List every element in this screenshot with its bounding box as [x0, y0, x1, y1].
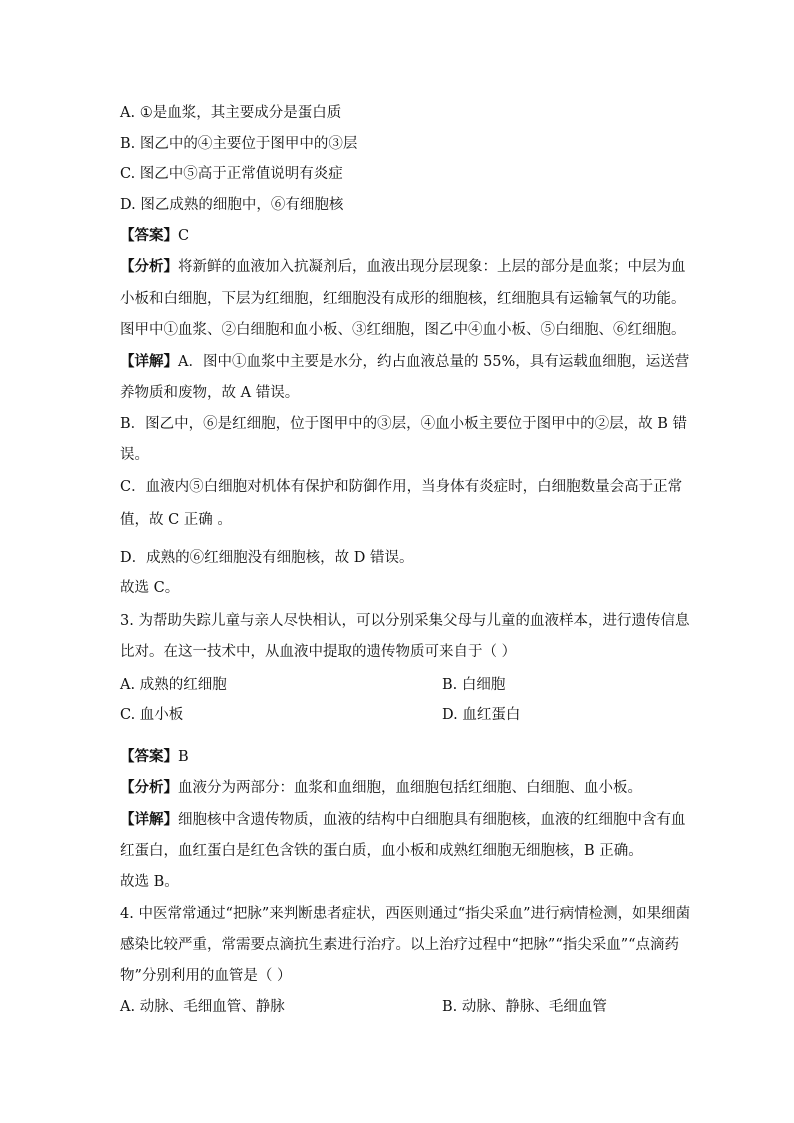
q2-analysis-line-1	[120, 257, 686, 277]
answer-tag: 【答案】	[120, 227, 178, 244]
q4-stem-line-1: 4. 中医常常通过“把脉”来判断患者症状，西医则通过“指尖采血”进行病情检测，如果细菌	[120, 906, 691, 922]
q2-option-b: B. 图乙中的④主要位于图甲中的③层	[120, 136, 358, 152]
q4-option-b: B. 动脉、静脉、毛细血管	[442, 999, 607, 1015]
q2-analysis-line-3: 图甲中①血浆、②白细胞和血小板、③红细胞，图乙中④血小板、⑤白细胞、⑥红细胞。	[120, 322, 686, 338]
analysis-tag: 【分析】	[120, 258, 178, 275]
q3-option-d: D. 血红蛋白	[442, 707, 521, 723]
q4-stem-line-2: 感染比较严重，常需要点滴抗生素进行治疗。以上治疗过程中“把脉”“指尖采血”“点滴药	[120, 937, 680, 953]
q2-detail-d: D．成熟的⑥红细胞没有细胞核，故 D 错误。	[120, 550, 414, 566]
q2-detail-b-1: B．图乙中，⑥是红细胞，位于图甲中的③层，④血小板主要位于图甲中的②层，故 B 错	[120, 416, 688, 432]
q3-option-c: C. 血小板	[120, 707, 184, 723]
detail-text: 细胞核中含遗传物质，血液的结构中白细胞具有细胞核，血液的红细胞中含有血	[178, 812, 686, 828]
detail-tag: 【详解】	[120, 353, 178, 370]
q2-detail-b-2: 误。	[120, 447, 149, 463]
q2-detail-line-2: 养物质和废物，故 A 错误。	[120, 385, 300, 401]
answer-value: C	[178, 228, 190, 244]
q2-detail-c-2: 值，故 C 正确 。	[120, 512, 232, 528]
q2-option-a: A. ①是血浆，其主要成分是蛋白质	[120, 105, 342, 121]
detail-tag: 【详解】	[120, 811, 178, 828]
q3-choose: 故选 B。	[120, 874, 179, 890]
q3-answer	[120, 747, 189, 767]
q2-analysis-line-2: 小板和白细胞，下层为红细胞，红细胞没有成形的细胞核，红细胞具有运输氧气的功能。	[120, 291, 686, 307]
q2-choose: 故选 C。	[120, 580, 180, 596]
q3-stem-line-1: 3. 为帮助失踪儿童与亲人尽快相认，可以分别采集父母与儿童的血液样本，进行遗传信息	[120, 613, 690, 629]
q3-option-a: A. 成熟的红细胞	[120, 677, 227, 693]
analysis-text: 将新鲜的血液加入抗凝剂后，血液出现分层现象：上层的部分是血浆；中层为血	[178, 259, 686, 275]
q3-detail-line-1	[120, 810, 686, 830]
detail-text: A．图中①血浆中主要是水分，约占血液总量的 55%，具有运载血细胞，运送营	[178, 354, 690, 370]
analysis-tag: 【分析】	[120, 779, 178, 796]
q2-option-d: D. 图乙成熟的细胞中，⑥有细胞核	[120, 197, 344, 213]
q2-detail-c-1: C．血液内⑤白细胞对机体有保护和防御作用，当身体有炎症时，白细胞数量会高于正常	[120, 479, 683, 495]
answer-tag: 【答案】	[120, 748, 178, 765]
answer-value: B	[178, 749, 189, 765]
q2-detail-line-1	[120, 352, 689, 372]
q4-stem-line-3: 物”分别利用的血管是（ ）	[120, 968, 292, 984]
q3-option-b: B. 白细胞	[442, 677, 506, 693]
q3-stem-line-2: 比对。在这一技术中，从血液中提取的遗传物质可来自于（ ）	[120, 644, 517, 660]
q2-answer	[120, 226, 189, 246]
analysis-text: 血液分为两部分：血浆和血细胞，血细胞包括红细胞、白细胞、血小板。	[178, 780, 642, 796]
q3-analysis	[120, 778, 642, 798]
q4-option-a: A. 动脉、毛细血管、静脉	[120, 999, 285, 1015]
q2-option-c: C. 图乙中⑤高于正常值说明有炎症	[120, 166, 343, 182]
q3-detail-line-2: 红蛋白，血红蛋白是红色含铁的蛋白质，血小板和成熟红细胞无细胞核，B 正确。	[120, 843, 643, 859]
